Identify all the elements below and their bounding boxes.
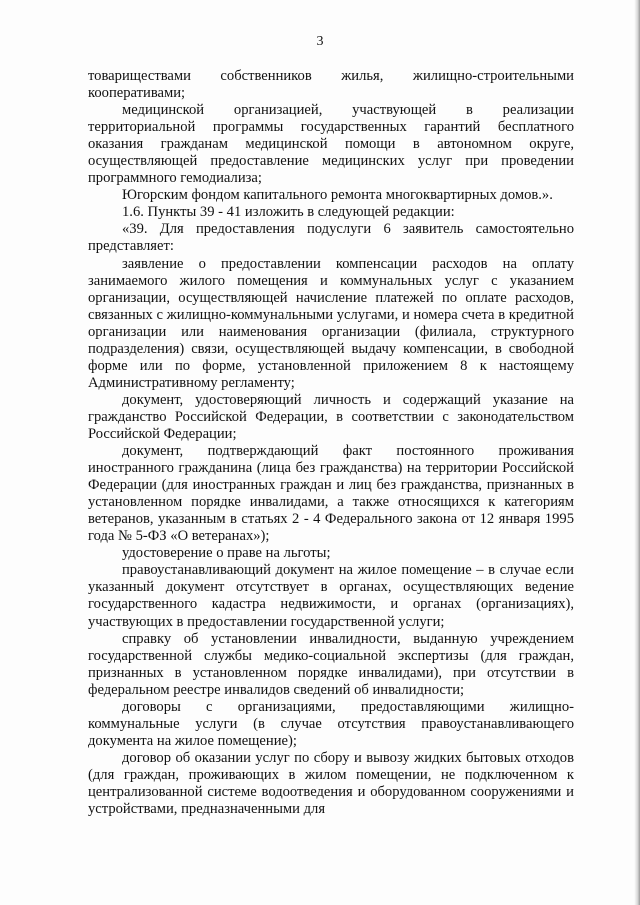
paragraph-disability-certificate: справку об установлении инвалидности, выданную учреждением государственной службы медико-социальной экспертизы (для граждан, признанных в установленном порядке инвалидами), при отсутствии в федеральном реестре инвалидов сведений об инвалидности; (88, 630, 574, 698)
paragraph-application: заявление о предоставлении компенсации расходов на оплату занимаемого жилого помещения и коммунальных услуг с указанием организации, осуществляющей начисление платежей по оплате расходов, связанных с жилищно-коммунальными услугами, и номера счета в кредитной организации или наименования организации (филиала, структурного подразделения) связи, осуществляющей выдачу компенсации, в свободной форме или по форме, установленной приложением 8 к настоящему Административному регламенту; (88, 255, 574, 391)
paragraph-service-contracts: договоры с организациями, предоставляющими жилищно-коммунальные услуги (в случае отсутствия правоустанавливающего документа на жилое помещение); (88, 698, 574, 749)
paragraph-item-39: «39. Для предоставления подуслуги 6 заявитель самостоятельно представляет: (88, 221, 574, 255)
paragraph-repair-fund: Югорским фондом капитального ремонта многоквартирных домов.». (122, 187, 553, 204)
paragraph-waste-contract: договор об оказании услуг по сбору и вывозу жидких бытовых отходов (для граждан, проживающих в жилом помещении, не подключенном к централизованной системе водоотведения и оборудованном сооружениями и устройствами, предназначенными для (88, 749, 574, 818)
paragraph-identity-document: документ, удостоверяющий личность и содержащий указание на гражданство Российской Федерации, в соответствии с законодательством Российской Федерации; (88, 391, 574, 442)
page-edge-shadow (634, 0, 640, 905)
page-number: 3 (316, 34, 324, 49)
paragraph-amendment-1-6: 1.6. Пункты 39 - 41 изложить в следующей редакции: (122, 204, 455, 221)
paragraph-medical-organization: медицинской организацией, участвующей в реализации территориальной программы государственных гарантий бесплатного оказания гражданам медицинской помощи в автономном округе, осуществляющей предоставление медицинских услуг при проведении программного гемодиализа; (88, 102, 574, 187)
paragraph-residence-document: документ, подтверждающий факт постоянного проживания иностранного гражданина (лица без гражданства) на территории Российской Федерации (для иностранных граждан и лиц без гражданства, признанных в установленном порядке инвалидами, а также относящихся к категориям ветеранов, указанным в статьях 2 - 4 Федерального закона от 12 января 1995 года № 5-ФЗ «О ветеранах»); (88, 443, 574, 545)
paragraph-housing-cooperatives: товариществами собственников жилья, жилищно-строительными кооперативами; (88, 68, 574, 102)
document-body (88, 68, 574, 818)
paragraph-benefit-certificate: удостоверение о праве на льготы; (122, 545, 331, 562)
paragraph-title-document: правоустанавливающий документ на жилое помещение – в случае если указанный документ отсутствует в органах, осуществляющих ведение государственного кадастра недвижимости, и органах (организациях), участвующих в предоставлении государственной услуги; (88, 562, 574, 630)
